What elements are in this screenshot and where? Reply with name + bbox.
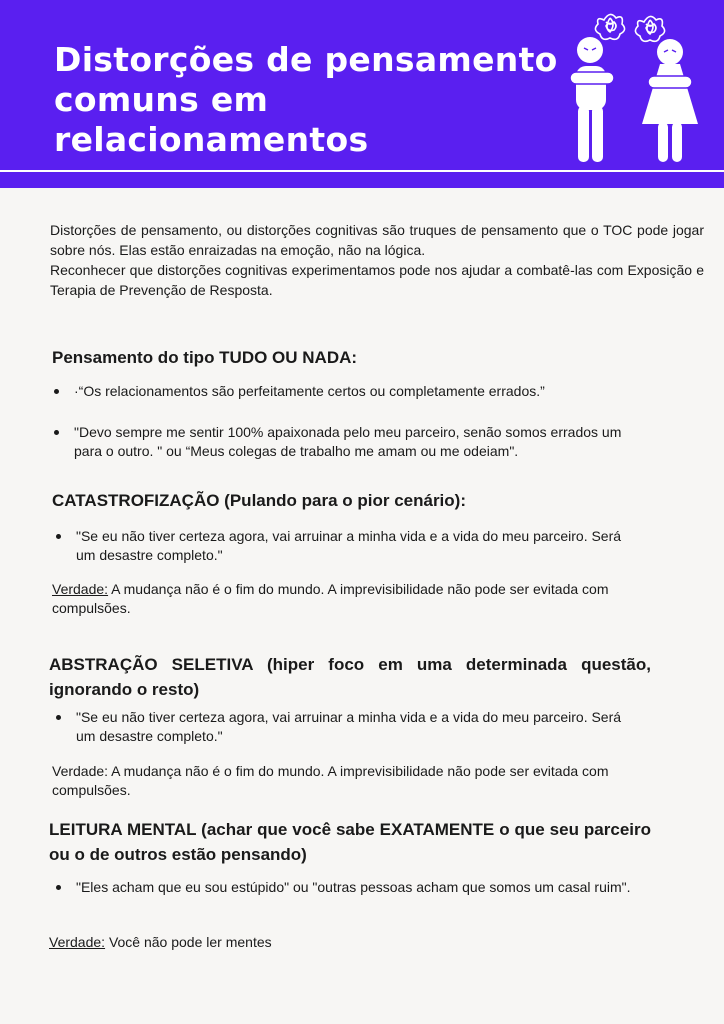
list-item: "Se eu não tiver certeza agora, vai arruinar a minha vida e a vida do meu parceiro. Será um desastre completo." <box>52 708 642 746</box>
page-title <box>54 40 574 160</box>
list-item: "Devo sempre me sentir 100% apaixonada pelo meu parceiro, senão somos errados um para o outro. " ou “Meus colegas de trabalho me amam ou me odeiam". <box>50 423 640 461</box>
page-title-line-1: Distorções de pensamento <box>54 40 558 79</box>
truth-note <box>52 762 652 800</box>
list-item: "Se eu não tiver certeza agora, vai arruinar a minha vida e a vida do meu parceiro. Será um desastre completo." <box>52 527 642 565</box>
page-title-line-2: comuns em relacionamentos <box>54 80 369 159</box>
intro-text <box>50 220 704 300</box>
section-heading: ABSTRAÇÃO SELETIVA (hiper foco em uma determinada questão, ignorando o resto) <box>49 655 651 699</box>
woman-figure-icon <box>642 39 698 162</box>
truth-text: Você não pode ler mentes <box>105 934 272 950</box>
bullet-list <box>52 527 642 565</box>
scribble-cloud-icon <box>595 14 624 39</box>
bullet-list <box>50 382 640 461</box>
truth-label: Verdade: <box>52 763 109 779</box>
intro-paragraph: Reconhecer que distorções cognitivas experimentamos pode nos ajudar a combatê-las com Exposição e Terapia de Prevenção de Resposta. <box>50 262 704 298</box>
arguing-couple-illustration <box>560 6 710 170</box>
section-heading: Pensamento do tipo TUDO OU NADA: <box>52 348 358 367</box>
list-item: "Eles acham que eu sou estúpido" ou "outras pessoas acham que somos um casal ruim". <box>52 878 642 897</box>
section-heading: LEITURA MENTAL (achar que você sabe EXATAMENTE o que seu parceiro ou o de outros estão pensando) <box>49 820 651 864</box>
header-band <box>0 172 724 188</box>
scribble-cloud-icon <box>635 16 664 41</box>
man-figure-icon <box>570 37 614 162</box>
intro-paragraph: Distorções de pensamento, ou distorções cognitivas são truques de pensamento que o TOC pode jogar sobre nós. Elas estão enraizadas na emoção, não na lógica. <box>50 222 704 258</box>
truth-note <box>52 580 652 618</box>
truth-text: A mudança não é o fim do mundo. A imprevisibilidade não pode ser evitada com compulsões. <box>52 763 609 798</box>
truth-note <box>49 933 649 952</box>
bullet-list <box>52 708 642 746</box>
truth-text: A mudança não é o fim do mundo. A imprevisibilidade não pode ser evitada com compulsões. <box>52 581 609 616</box>
truth-label: Verdade: <box>49 934 106 950</box>
section-heading: CATASTROFIZAÇÃO (Pulando para o pior cenário): <box>52 491 466 510</box>
list-item: ·“Os relacionamentos são perfeitamente certos ou completamente errados.” <box>50 382 640 401</box>
bullet-list <box>52 878 642 897</box>
truth-label: Verdade: <box>52 581 109 597</box>
